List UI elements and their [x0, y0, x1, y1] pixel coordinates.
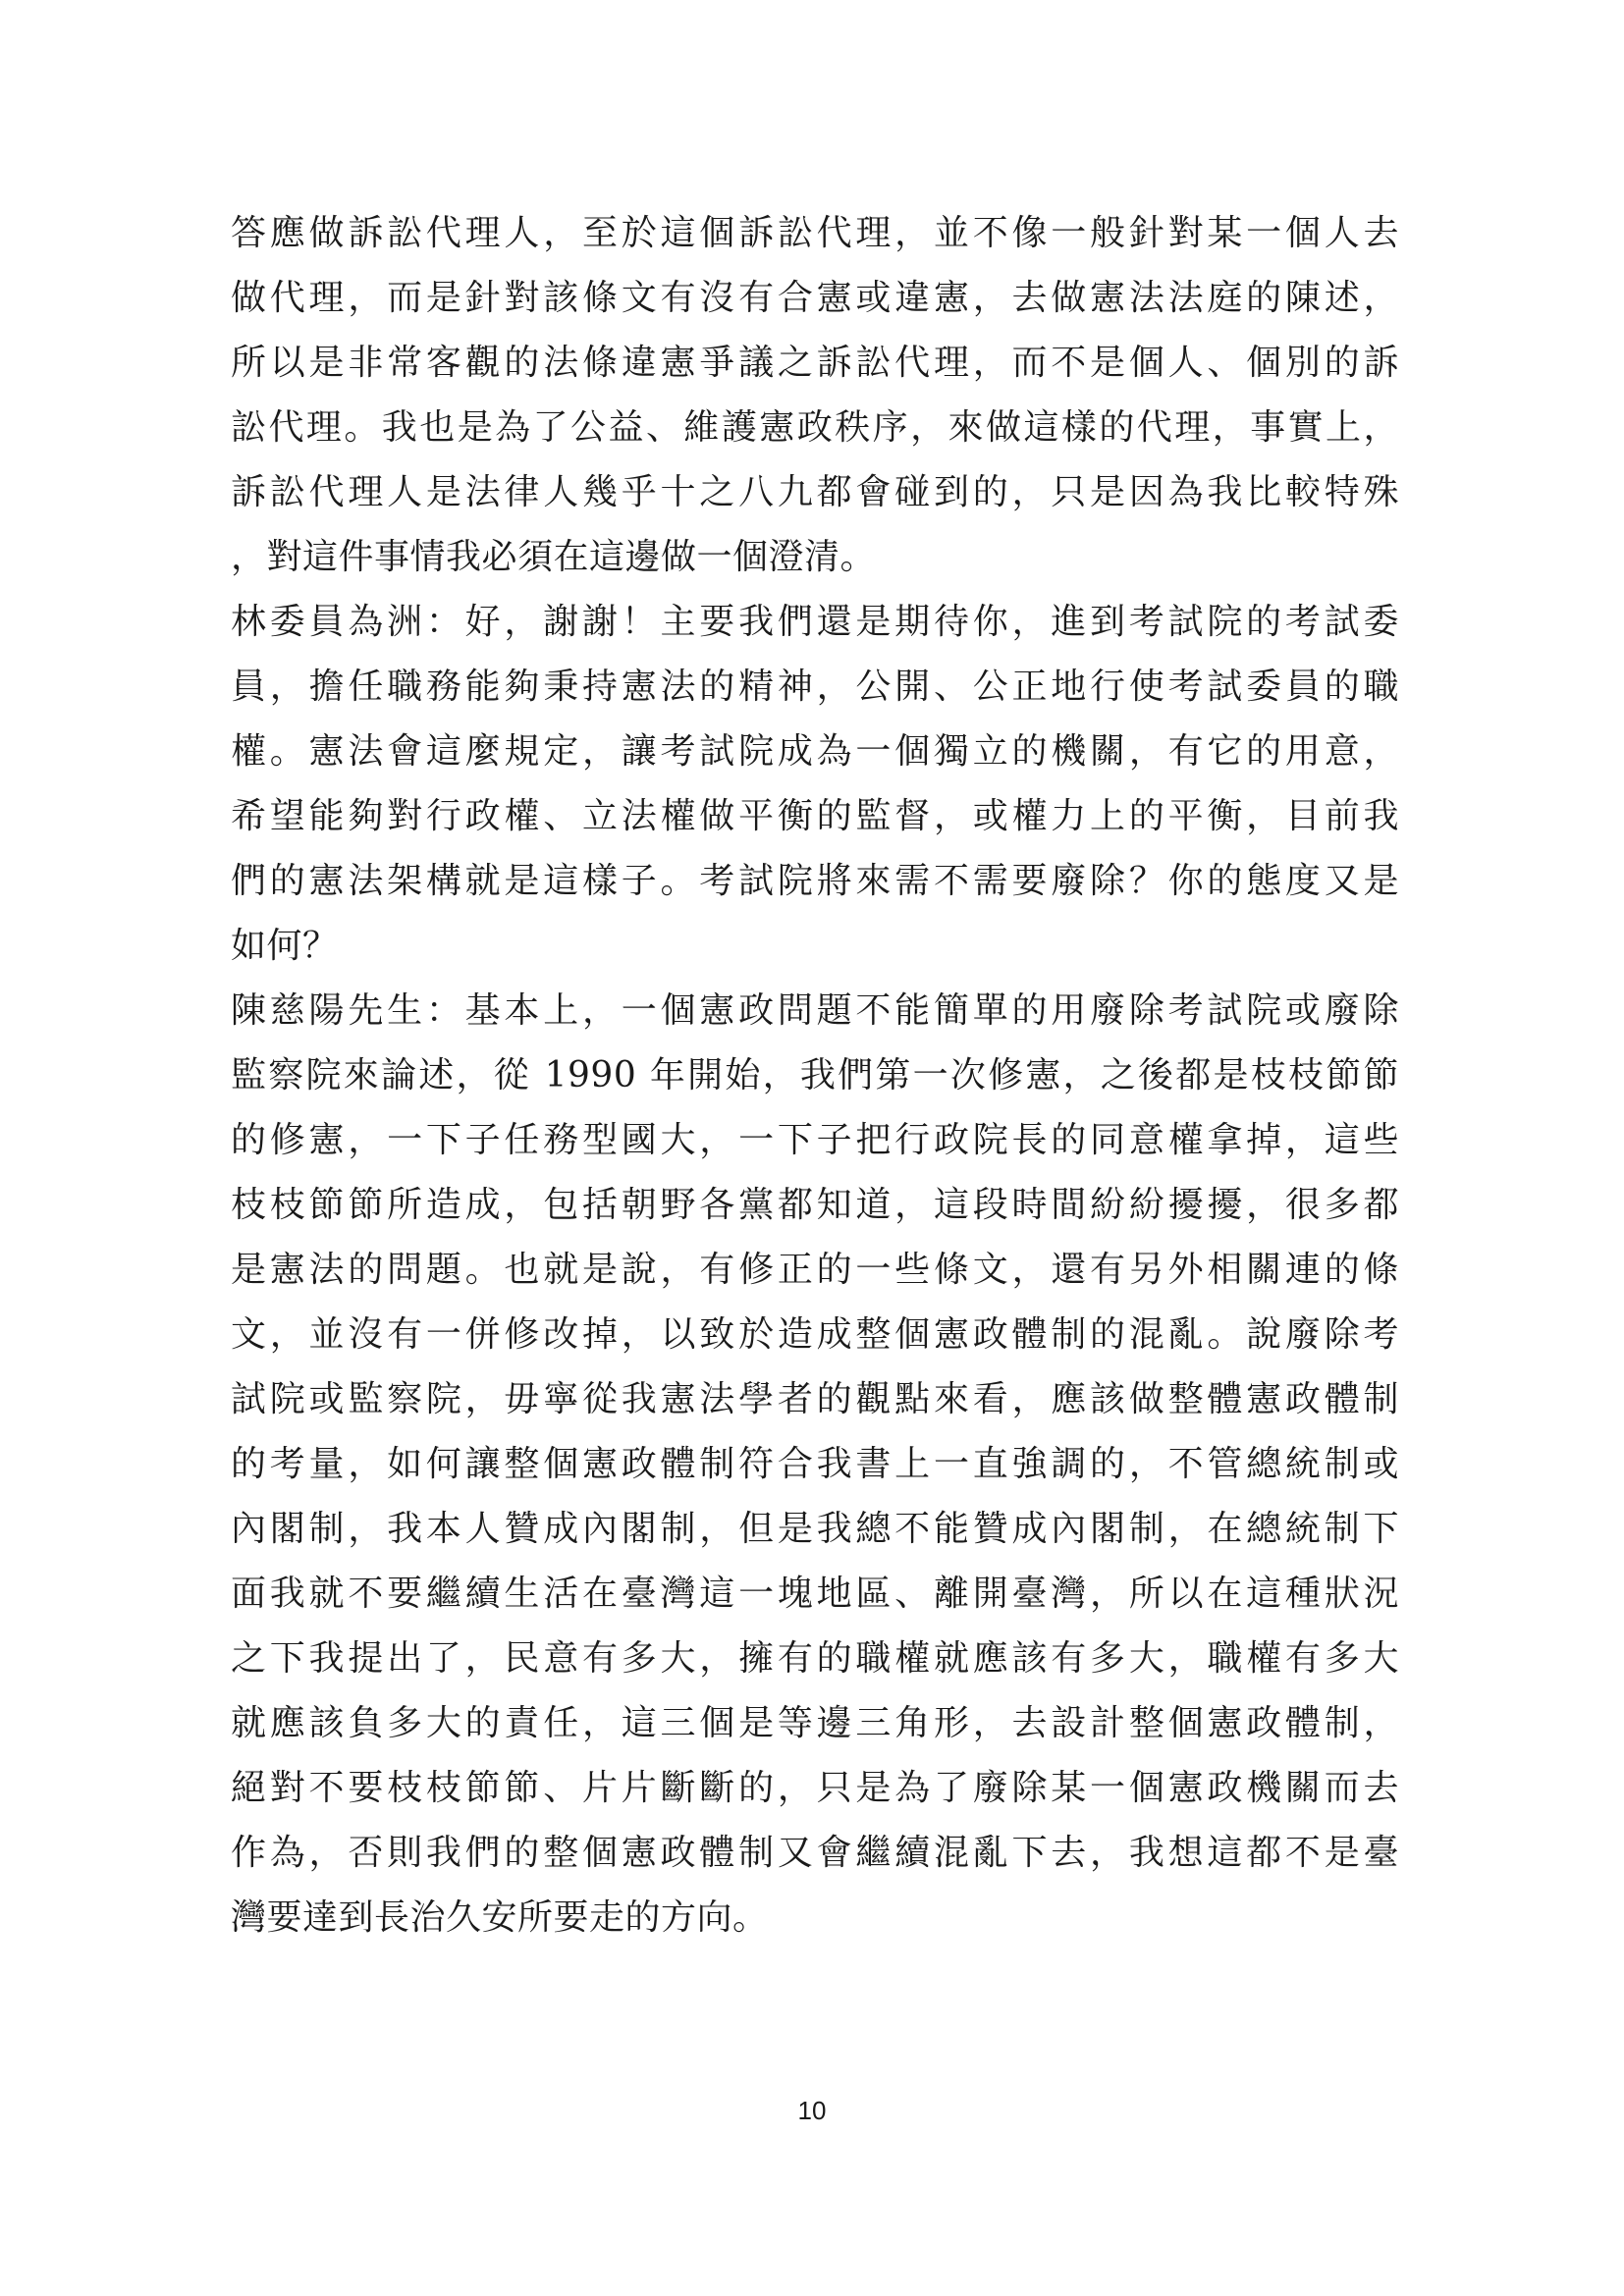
text-line: 枝枝節節所造成，包括朝野各黨都知道，這段時間紛紛擾擾，很多都 [231, 1185, 1399, 1225]
text-line: 作為，否則我們的整個憲政體制又會繼續混亂下去，我想這都不是臺 [231, 1833, 1399, 1873]
page-number: 10 [797, 2096, 827, 2125]
text-line: 面我就不要繼續生活在臺灣這一塊地區、離開臺灣，所以在這種狀況 [231, 1574, 1399, 1614]
text-line: 文，並沒有一併修改掉，以致於造成整個憲政體制的混亂。說廢除考 [231, 1314, 1399, 1355]
text-line: 權。憲法會這麼規定，讓考試院成為一個獨立的機關，有它的用意， [231, 731, 1399, 772]
text-line: 答應做訴訟代理人，至於這個訴訟代理，並不像一般針對某一個人去 [231, 213, 1399, 253]
text-line: 的考量，如何讓整個憲政體制符合我書上一直強調的，不管總統制或 [231, 1444, 1399, 1484]
text-line: 訟代理。我也是為了公益、維護憲政秩序，來做這樣的代理，事實上， [231, 407, 1399, 448]
body-text [231, 201, 1399, 1950]
text-line: 是憲法的問題。也就是說，有修正的一些條文，還有另外相關連的條 [231, 1250, 1399, 1290]
text-line: 的修憲，一下子任務型國大，一下子把行政院長的同意權拿掉，這些 [231, 1120, 1399, 1160]
text-line: 試院或監察院，毋寧從我憲法學者的觀點來看，應該做整體憲政體制 [231, 1379, 1399, 1419]
text-line: 希望能夠對行政權、立法權做平衡的監督，或權力上的平衡，目前我 [231, 796, 1399, 836]
text-line: 員，擔任職務能夠秉持憲法的精神，公開、公正地行使考試委員的職 [231, 667, 1399, 707]
text-line: 林委員為洲：好，謝謝！主要我們還是期待你，進到考試院的考試委 [231, 602, 1399, 642]
text-line: 灣要達到長治久安所要走的方向。 [231, 1897, 769, 1938]
text-line: 就應該負多大的責任，這三個是等邊三角形，去設計整個憲政體制， [231, 1703, 1399, 1743]
text-line: 們的憲法架構就是這樣子。考試院將來需不需要廢除？你的態度又是 [231, 861, 1399, 901]
text-line: 之下我提出了，民意有多大，擁有的職權就應該有多大，職權有多大 [231, 1638, 1399, 1679]
text-line: 監察院來論述，從 1990 年開始，我們第一次修憲，之後都是枝枝節節 [231, 1055, 1399, 1095]
text-line: ，對這件事情我必須在這邊做一個澄清。 [231, 537, 877, 577]
text-line: 如何？ [231, 926, 339, 966]
text-line: 訴訟代理人是法律人幾乎十之八九都會碰到的，只是因為我比較特殊 [231, 472, 1399, 512]
text-line: 所以是非常客觀的法條違憲爭議之訴訟代理，而不是個人、個別的訴 [231, 343, 1399, 383]
text-line: 內閣制，我本人贊成內閣制，但是我總不能贊成內閣制，在總統制下 [231, 1509, 1399, 1549]
text-line: 陳慈陽先生：基本上，一個憲政問題不能簡單的用廢除考試院或廢除 [231, 990, 1399, 1031]
text-line: 絕對不要枝枝節節、片片斷斷的，只是為了廢除某一個憲政機關而去 [231, 1768, 1399, 1808]
text-line: 做代理，而是針對該條文有沒有合憲或違憲，去做憲法法庭的陳述， [231, 278, 1399, 318]
